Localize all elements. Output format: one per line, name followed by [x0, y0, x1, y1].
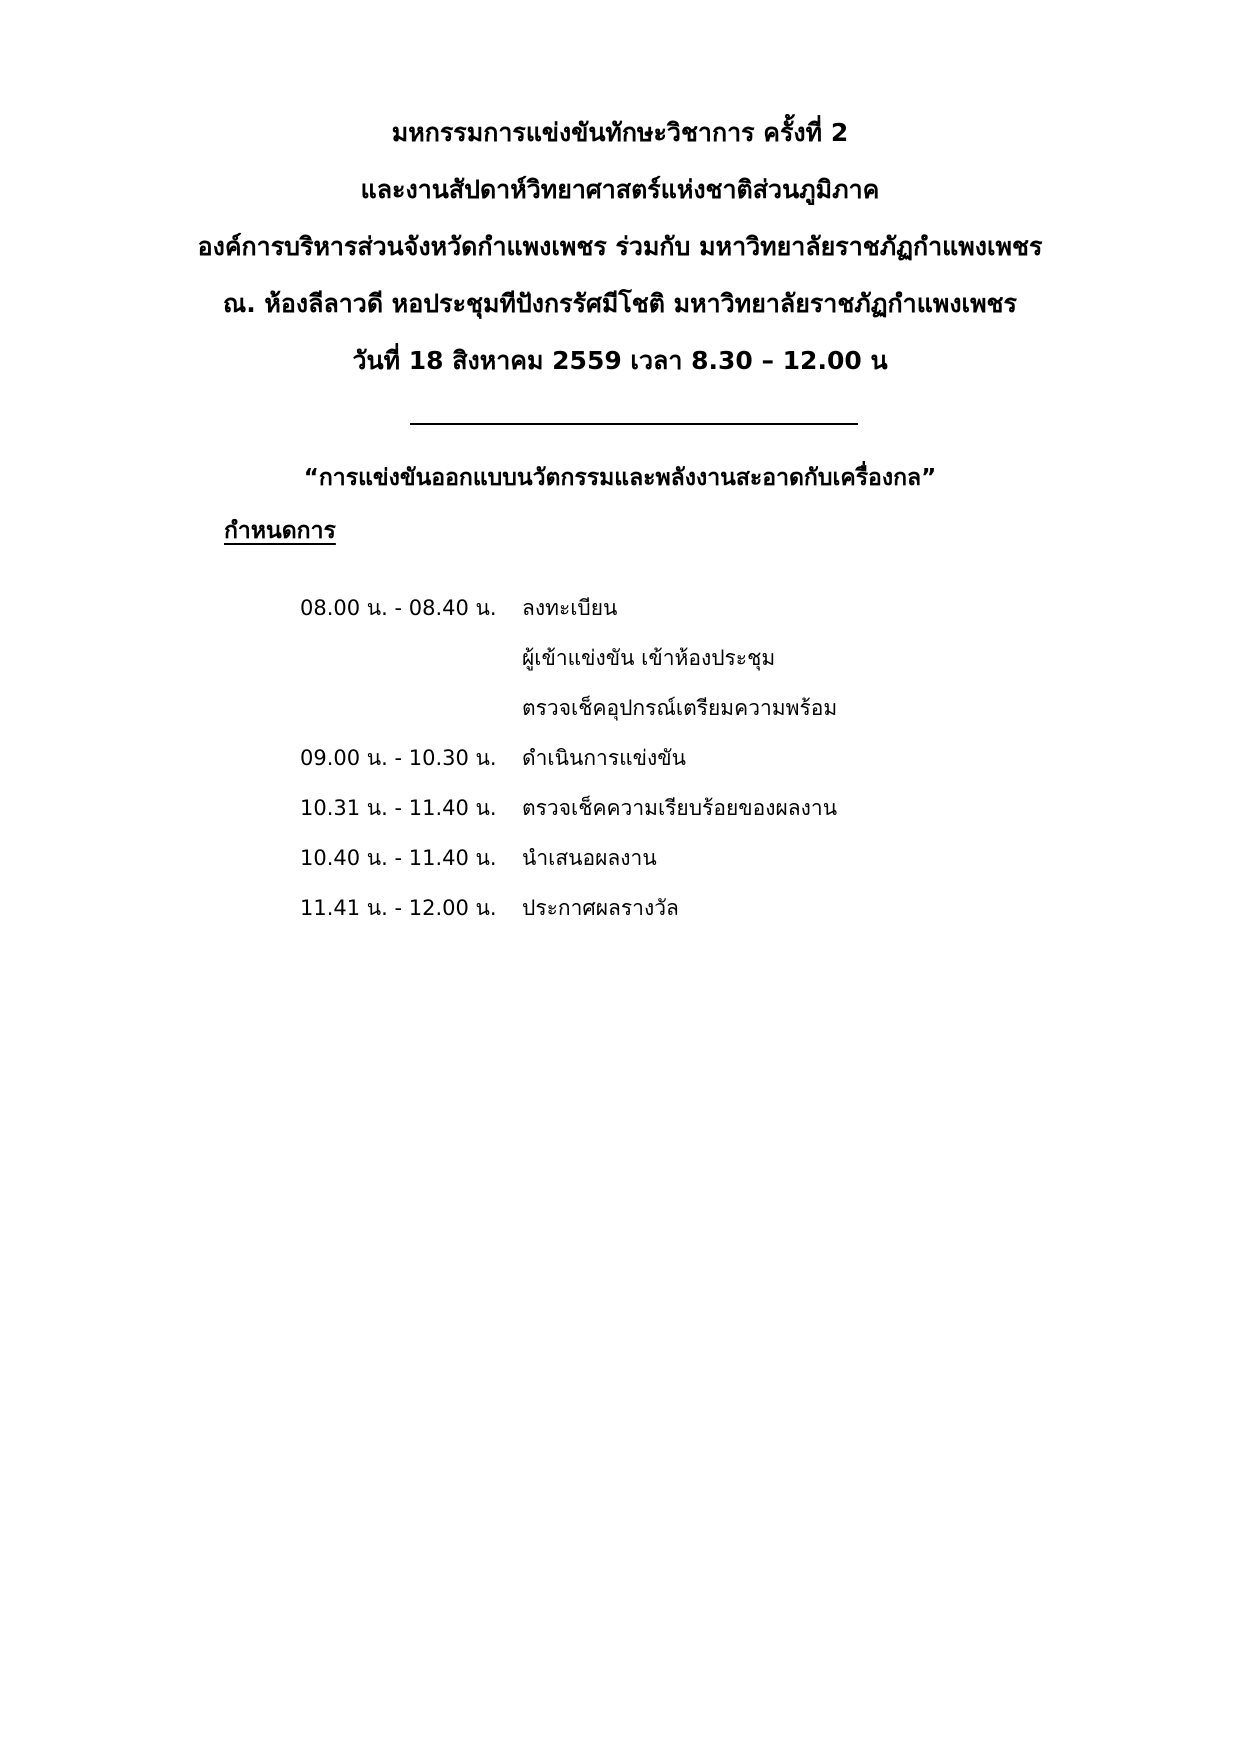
schedule-activity: ประกาศผลรางวัล [522, 896, 679, 920]
schedule-row [300, 640, 1000, 690]
schedule-row [300, 740, 1000, 790]
schedule-activity: นำเสนอผลงาน [522, 846, 657, 870]
schedule-row [300, 690, 1000, 740]
header-date-time: วันที่ 18 สิงหาคม 2559 เวลา 8.30 – 12.00 น [352, 346, 888, 375]
schedule-activity: ตรวจเช็คอุปกรณ์เตรียมความพร้อม [522, 696, 838, 720]
schedule-activity: ดำเนินการแข่งขัน [522, 746, 686, 770]
schedule-time: 10.40 น. - 11.40 น. [300, 846, 497, 870]
document-header [0, 104, 1240, 389]
header-organizers: องค์การบริหารส่วนจังหวัดกำแพงเพชร ร่วมกับ มหาวิทยาลัยราชภัฏกำแพงเพชร [197, 232, 1043, 261]
schedule-time: 11.41 น. - 12.00 น. [300, 896, 497, 920]
horizontal-divider [410, 423, 858, 425]
schedule-time: 10.31 น. - 11.40 น. [300, 796, 497, 820]
schedule-row [300, 790, 1000, 840]
header-title: มหกรรมการแข่งขันทักษะวิชาการ ครั้งที่ 2 [391, 118, 849, 147]
schedule-heading: กำหนดการ [224, 518, 336, 544]
schedule-row [300, 590, 1000, 640]
schedule-table [300, 590, 1000, 940]
header-subtitle: และงานสัปดาห์วิทยาศาสตร์แห่งชาติส่วนภูมิภาค [360, 175, 880, 204]
header-venue: ณ. ห้องลีลาวดี หอประชุมทีปังกรรัศมีโชติ มหาวิทยาลัยราชภัฏกำแพงเพชร [223, 289, 1017, 318]
schedule-activity: ผู้เข้าแข่งขัน เข้าห้องประชุม [522, 646, 776, 670]
schedule-row [300, 840, 1000, 890]
schedule-time: 09.00 น. - 10.30 น. [300, 746, 497, 770]
competition-title: “การแข่งขันออกแบบนวัตกรรมและพลังงานสะอาดกับเครื่องกล” [303, 465, 937, 491]
schedule-activity: ลงทะเบียน [522, 596, 618, 620]
schedule-activity: ตรวจเช็คความเรียบร้อยของผลงาน [522, 796, 838, 820]
schedule-time: 08.00 น. - 08.40 น. [300, 596, 497, 620]
schedule-row [300, 890, 1000, 940]
